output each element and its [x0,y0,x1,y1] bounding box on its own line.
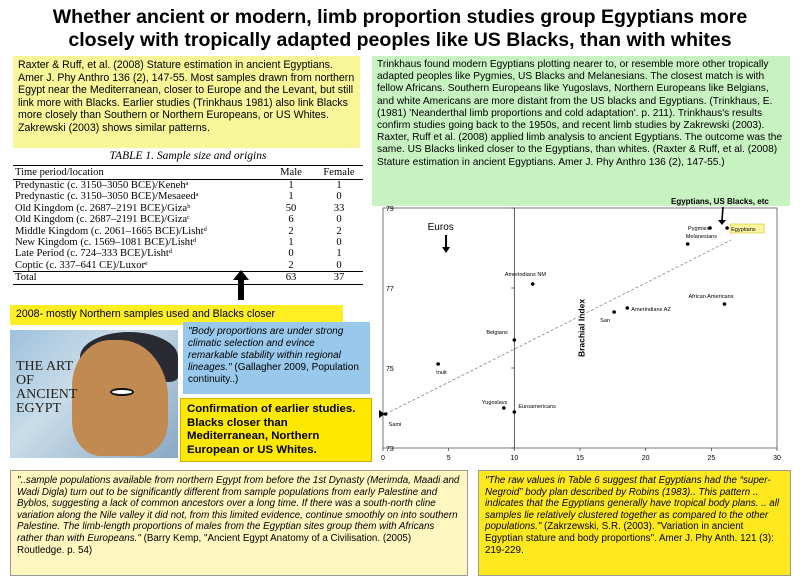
x-tick-label: 30 [773,455,781,462]
row-female: 2 [336,225,342,237]
x-tick-label: 25 [707,455,716,462]
table-row [13,260,363,272]
data-point [513,338,517,342]
trend-line [386,240,734,414]
kemp-quote [10,470,468,576]
point-label: Egyptians [731,227,756,233]
kemp-quote-text: "..sample populations available from northern Egypt from before the 1st Dynasty (Merimda, Maadi and Wadi Digla) turn out to be significantly different from sample populations from early Palestine and Byblos, suggesting a lack of common ancestors over a long time. If there was a south-north cline variation along the Nile valley it did not, from this limited evidence, continue smoothly on into southern Palestine. The limb-length proportions of males from the Egyptian sites group them with Africans rather than with Europeans." [17,475,460,544]
row-period: Old Kingdom (c. 2687–2191 BCE)/Gizaᵇ [15,202,191,214]
point-label: Amerindians NM [504,272,547,278]
data-point [686,242,690,246]
row-female: 0 [336,259,342,271]
book-figure-face [72,340,168,456]
point-label: Melanesians [685,234,718,240]
sami-arrow-icon [379,410,385,418]
table-row [13,191,363,202]
row-period: Old Kingdom (c. 2687–2191 BCE)/Gizaᶜ [15,214,190,226]
table-header-row [13,166,363,180]
northern-samples-banner: 2008- mostly Northern samples used and Blacks closer [10,305,343,325]
data-point [502,406,506,410]
euros-annotation: Euros [427,222,454,233]
y-axis-label: Brachial Index [576,298,587,358]
data-point [612,310,616,314]
data-point [436,362,440,366]
kemp-quote-source: (Barry Kemp, "Ancient Egypt Anatomy of a Civilisation. (2005) Routledge. p. 54) [17,532,412,556]
data-point [513,410,517,414]
data-point [625,306,629,310]
euros-arrow-head-icon [442,247,450,253]
point-label: Yugoslavs [481,400,508,406]
raxter-note: Raxter & Ruff, et al. (2008) Stature estimation in ancient Egyptians. Amer J. Phy Anthro 136 (2), 147-55. Most samples drawn from northern Egypt near the Mediterranean, closer to Europe and the Levant, but still link more with Blacks. Earlier studies (Trinkhaus 1981) also link Blacks more closely than Southern or Northern Europeans, or US Whites. Zakrewski (2003) shows similar patterns. [13,56,360,148]
y-tick-label: 79 [386,206,394,213]
row-male: 2 [288,225,294,237]
row-period: Total [13,272,267,284]
point-label: Euroamericans [518,404,556,410]
point-label: Belgians [486,330,508,336]
y-tick-label: 77 [386,286,394,293]
table-row [13,226,363,237]
col-header-period: Time period/location [15,167,104,178]
x-tick-label: 15 [576,455,584,462]
y-tick-label: 73 [386,446,394,453]
x-tick-label: 20 [641,455,650,462]
x-tick-label: 5 [446,455,451,462]
data-point [723,302,727,306]
x-tick-label: 0 [381,455,385,462]
row-female: 1 [336,180,342,191]
row-period: Coptic (c. 337–641 CE)/Luxorᵉ [15,259,148,271]
row-female: 37 [315,272,363,284]
egyptians-arrow-head-icon [718,220,726,225]
table-total-row [13,272,363,284]
egyptians-annotation: Egyptians, US Blacks, etc [671,197,769,206]
gallagher-quote-source: (Gallagher 2009, Population continuity..) [188,362,359,385]
up-arrow-icon [238,278,244,300]
egyptians-arrow [722,207,723,220]
zakrzewski-quote-text: "The raw values in Table 6 suggest that Egyptians had the “super-Negroid” body plan described by Robins (1983).. This pattern .. indicates that the Egyptians generally have tropical body plans. .. all samples lie relatively clustered together as compared to the other populations." [485,475,780,533]
row-period: Middle Kingdom (c. 2061–1665 BCE)/Lishtᵈ [15,225,207,237]
row-female: 0 [336,214,342,226]
row-female: 0 [336,237,342,249]
point-label: Sami [388,422,402,428]
table-row [13,248,363,259]
trinkhaus-note: Trinkhaus found modern Egyptians plotting nearer to, or resemble more other tropically adapted peoples like Pygmies, US Blacks and Melanesians. The closest match is with fellow Africans. Southern Europeans like Yugoslavs, Northern Europeans like Belgians, and white Americans are more distant from the US blacks and Egyptians. (Trinkhaus, E. (1981) 'Neanderthal limb proportions and cold adaptation'. p. 211). Trinkhaus's results confirm studies going back to the 1950s, and recent limb studies by Zakrewski (2003). Raxter, Ruff et al. (2008) applied limb analysis to ancient Egyptians. The outcome was the same. US Blacks linked closer to the Egyptians, than whites. (Raxter & Ruff, et al. (2008) Stature estimation in ancient Egyptians. Amer J. Phy Anthro 136 (2), 147-55.) [372,56,790,206]
point-label: Amerindians AZ [631,307,671,313]
gallagher-quote [183,322,370,394]
point-label: Pygmies [688,226,710,232]
table-caption: TABLE 1. Sample size and origins [109,150,267,162]
point-label: Inuit [436,370,447,376]
sample-table [13,150,363,298]
row-male: 6 [288,214,294,226]
x-tick-label: 10 [510,455,519,462]
row-male: 1 [288,237,294,249]
row-period: Predynastic (c. 3150–3050 BCE)/Kenehᵃ [15,180,189,191]
row-male: 50 [285,202,297,214]
row-period: Late Period (c. 724–333 BCE)/Lishtᵈ [15,248,173,260]
page-title: Whether ancient or modern, limb proportion studies group Egyptians more closely with tropically adapted peoples like US Blacks, than with whites [52,6,748,51]
book-cover-image [10,330,178,458]
sample-table-grid [13,165,363,285]
row-male: 1 [288,180,294,191]
row-male: 1 [288,191,294,203]
point-label: African Americans [688,294,734,300]
row-female: 0 [336,191,342,203]
book-figure-eye [110,388,134,396]
point-label: San [600,318,611,324]
table-row [13,203,363,214]
book-title: THE ART OF ANCIENT EGYPT [16,359,78,416]
brachial-index-chart [375,193,795,463]
y-tick-label: 75 [386,366,394,373]
table-row [13,214,363,225]
row-period: New Kingdom (c. 1569–1081 BCE)/Lishtᵈ [15,237,197,249]
data-point [725,226,729,230]
zakrzewski-quote [478,470,791,576]
row-male: 63 [267,272,315,284]
col-header-male: Male [280,167,302,178]
confirmation-box: Confirmation of earlier studies. Blacks closer than Mediterranean, Northern European or US Whites. [180,398,372,462]
row-female: 1 [336,248,342,260]
table-row [13,180,363,192]
row-male: 0 [288,248,294,260]
col-header-female: Female [323,167,355,178]
row-period: Predynastic (c. 3150–3050 BCE)/Mesaeedᵃ [15,191,199,203]
row-male: 2 [288,259,294,271]
row-female: 33 [333,202,345,214]
data-point [531,282,535,286]
gallagher-quote-text: "Body proportions are under strong climatic selection and evince remarkable stability within regional lineages." [188,326,344,373]
table-row [13,237,363,248]
chart-canvas [375,193,795,463]
zakrzewski-quote-source: (Zakrzewski, S.R. (2003). "Variation in ancient Egyptian stature and body proportions". Amer J. Phy Anth. 121 (3): 219-229. [485,521,774,556]
